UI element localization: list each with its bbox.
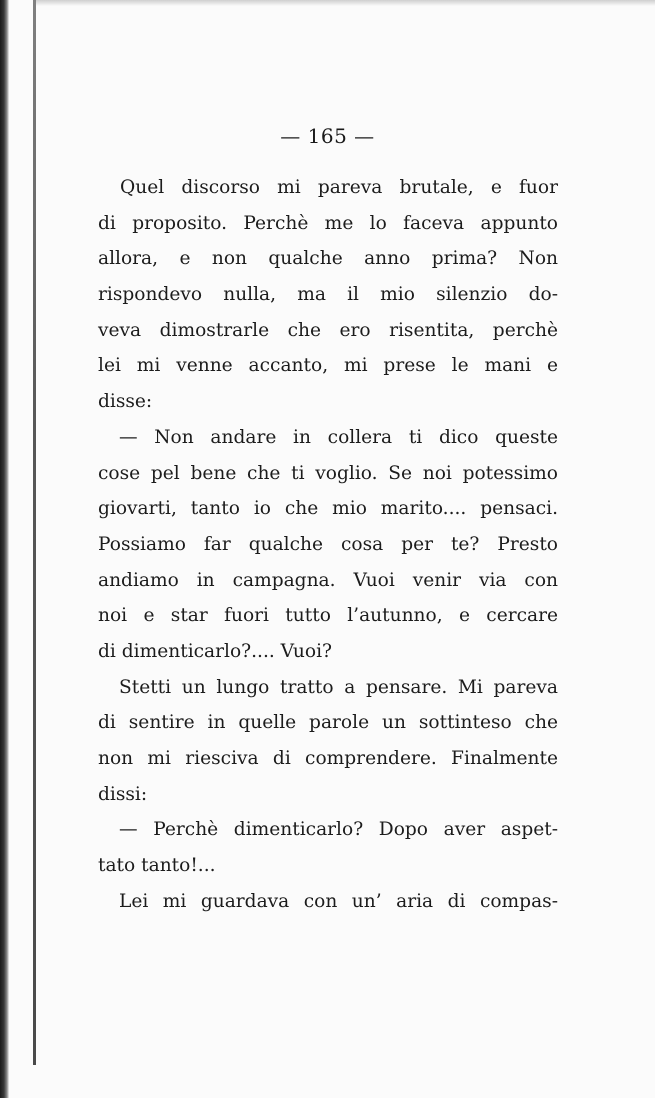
text-line: noi e star fuori tutto l’autunno, e cercare [98, 605, 558, 627]
text-line: di proposito. Perchè me lo faceva appunto [98, 212, 558, 234]
text-line: di sentire in quelle parole un sottinteso che [98, 712, 558, 734]
page-gutter-line [33, 0, 36, 1065]
text-line: Lei mi guardava con un’ aria di compas- [119, 890, 558, 912]
page-number: — 165 — [280, 124, 375, 148]
text-line: rispondevo nulla, ma il mio silenzio do- [98, 284, 558, 306]
text-line: lei mi venne accanto, mi prese le mani e [98, 355, 558, 377]
text-line: tato tanto!... [98, 855, 216, 877]
body-text [98, 170, 558, 919]
page-top-edge [36, 0, 655, 6]
text-line: — Perchè dimenticarlo? Dopo aver aspet- [119, 819, 558, 841]
text-line: di dimenticarlo?.... Vuoi? [98, 640, 333, 662]
text-line: cose pel bene che ti voglio. Se noi potessimo [98, 462, 558, 484]
text-line: Quel discorso mi pareva brutale, e fuor [120, 177, 558, 198]
text-line: Possiamo far qualche cosa per te? Presto [98, 533, 558, 555]
text-line: veva dimostrarle che ero risentita, perchè [98, 319, 558, 341]
text-line: disse: [98, 391, 153, 413]
page-binding-edge [0, 0, 9, 1098]
text-line: dissi: [98, 783, 148, 805]
text-line: giovarti, tanto io che mio marito.... pensaci. [98, 498, 558, 520]
text-line: — Non andare in collera ti dico queste [119, 426, 558, 448]
text-line: non mi riesciva di comprendere. Finalmente [98, 748, 558, 769]
text-line: allora, e non qualche anno prima? Non [98, 248, 558, 270]
text-line: Stetti un lungo tratto a pensare. Mi pareva [119, 676, 558, 698]
text-line: andiamo in campagna. Vuoi venir via con [98, 569, 558, 591]
